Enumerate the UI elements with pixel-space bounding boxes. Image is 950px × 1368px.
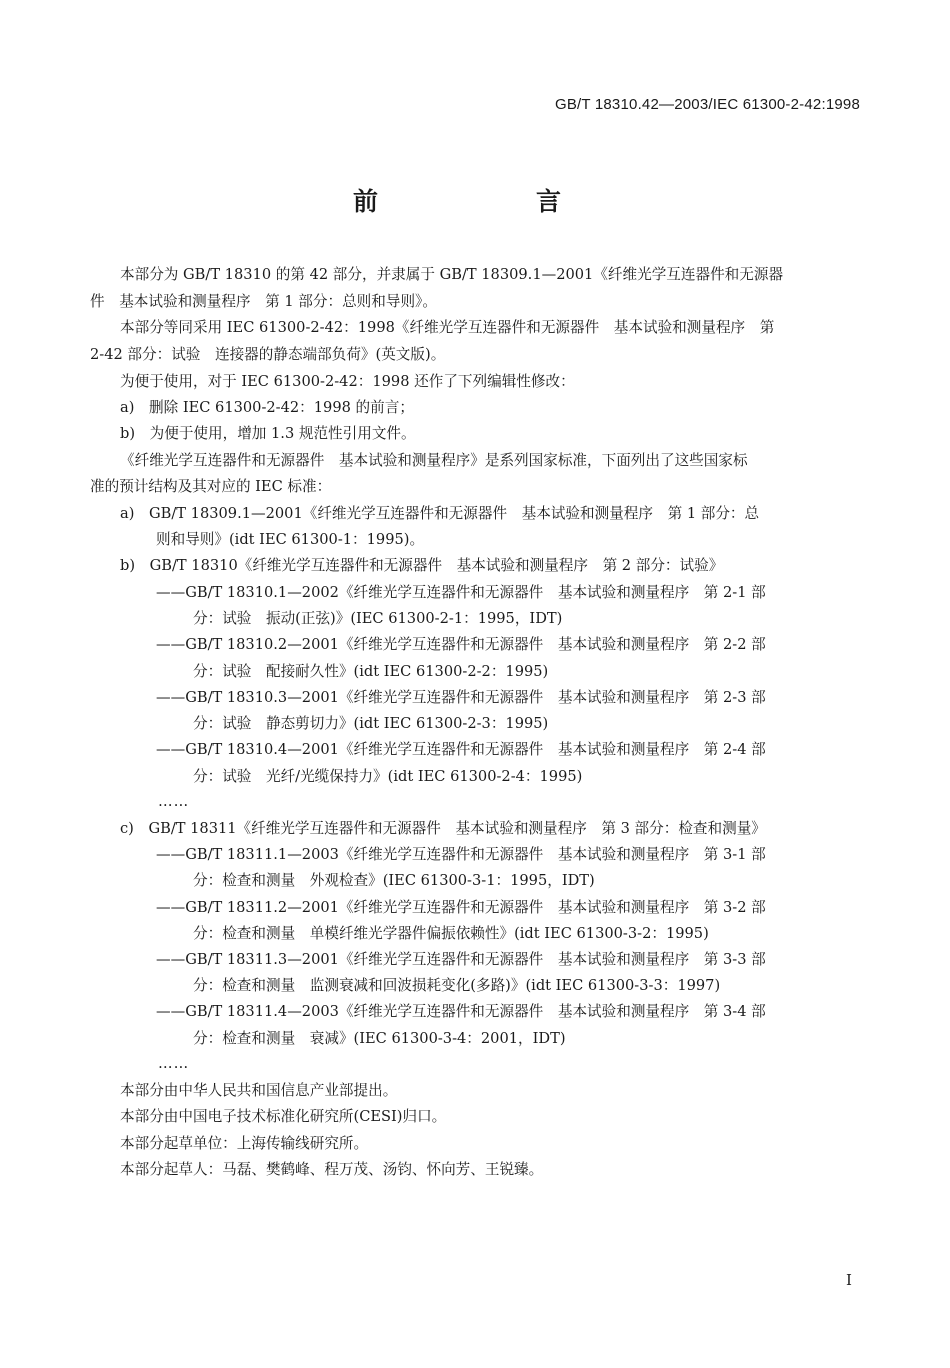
page-number: I <box>846 1271 852 1289</box>
list-item: 分：检查和测量 外观检查》(IEC 61300-3-1：1995，IDT) <box>193 872 595 889</box>
paragraph-line: 《纤维光学互连器件和无源器件 基本试验和测量程序》是系列国家标准，下面列出了这些国家标 <box>120 452 748 469</box>
list-item: ——GB/T 18311.4—2003《纤维光学互连器件和无源器件 基本试验和测量程序 第 3-4 部 <box>156 1003 766 1020</box>
list-item: 分：检查和测量 监测衰减和回波损耗变化(多路)》(idt IEC 61300-3-3：1997) <box>193 977 721 994</box>
paragraph-line: 本部分起草人：马磊、樊鹤峰、程万茂、汤钧、怀向芳、王锐臻。 <box>120 1161 544 1178</box>
paragraph-line: 准的预计结构及其对应的 IEC 标准： <box>90 478 332 495</box>
ellipsis: …… <box>158 1055 190 1072</box>
paragraph-line: 2-42 部分：试验 连接器的静态端部负荷》(英文版)。 <box>90 346 446 363</box>
list-item: 分：试验 光纤/光缆保持力》(idt IEC 61300-2-4：1995) <box>193 768 583 785</box>
paragraph-line: 本部分等同采用 IEC 61300-2-42：1998《纤维光学互连器件和无源器件 基本试验和测量程序 第 <box>120 319 775 336</box>
paragraph-line: 为便于使用，对于 IEC 61300-2-42：1998 还作了下列编辑性修改： <box>120 373 575 390</box>
ellipsis: …… <box>158 793 190 810</box>
list-item: ——GB/T 18310.2—2001《纤维光学互连器件和无源器件 基本试验和测量程序 第 2-2 部 <box>156 636 766 653</box>
list-item: ——GB/T 18310.4—2001《纤维光学互连器件和无源器件 基本试验和测量程序 第 2-4 部 <box>156 741 766 758</box>
paragraph-line: 本部分由中华人民共和国信息产业部提出。 <box>120 1082 398 1099</box>
paragraph-line: 本部分由中国电子技术标准化研究所(CESI)归口。 <box>120 1108 447 1125</box>
list-item: 分：检查和测量 单模纤维光学器件偏振依赖性》(idt IEC 61300-3-2：1995) <box>193 925 709 942</box>
standard-code: GB/T 18310.42—2003/IEC 61300-2-42:1998 <box>554 96 860 113</box>
paragraph-line: 本部分起草单位：上海传输线研究所。 <box>120 1135 369 1152</box>
page-title: 前 言 <box>352 187 597 216</box>
paragraph-line: 件 基本试验和测量程序 第 1 部分：总则和导则》。 <box>90 293 437 310</box>
list-item: c) GB/T 18311《纤维光学互连器件和无源器件 基本试验和测量程序 第 3 部分：检查和测量》 <box>120 820 766 837</box>
list-item: 分：检查和测量 衰减》(IEC 61300-3-4：2001，IDT) <box>193 1030 566 1047</box>
list-item: b) GB/T 18310《纤维光学互连器件和无源器件 基本试验和测量程序 第 2 部分：试验》 <box>120 557 724 574</box>
list-item: ——GB/T 18310.3—2001《纤维光学互连器件和无源器件 基本试验和测量程序 第 2-3 部 <box>156 689 766 706</box>
list-item: 分：试验 配接耐久性》(idt IEC 61300-2-2：1995) <box>193 663 549 680</box>
list-item: ——GB/T 18311.1—2003《纤维光学互连器件和无源器件 基本试验和测量程序 第 3-1 部 <box>156 846 766 863</box>
list-item: 则和导则》(idt IEC 61300-1：1995)。 <box>156 531 425 548</box>
paragraph-line: 本部分为 GB/T 18310 的第 42 部分，并隶属于 GB/T 18309.1—2001《纤维光学互连器件和无源器 <box>120 266 784 283</box>
list-item: a) GB/T 18309.1—2001《纤维光学互连器件和无源器件 基本试验和测量程序 第 1 部分：总 <box>120 505 760 522</box>
list-item: a) 删除 IEC 61300-2-42：1998 的前言； <box>120 399 414 416</box>
list-item: 分：试验 静态剪切力》(idt IEC 61300-2-3：1995) <box>193 715 549 732</box>
list-item: b) 为便于使用，增加 1.3 规范性引用文件。 <box>120 425 416 442</box>
list-item: ——GB/T 18311.2—2001《纤维光学互连器件和无源器件 基本试验和测量程序 第 3-2 部 <box>156 899 766 916</box>
list-item: ——GB/T 18311.3—2001《纤维光学互连器件和无源器件 基本试验和测量程序 第 3-3 部 <box>156 951 766 968</box>
list-item: 分：试验 振动(正弦)》(IEC 61300-2-1：1995，IDT) <box>193 610 563 627</box>
list-item: ——GB/T 18310.1—2002《纤维光学互连器件和无源器件 基本试验和测量程序 第 2-1 部 <box>156 584 766 601</box>
